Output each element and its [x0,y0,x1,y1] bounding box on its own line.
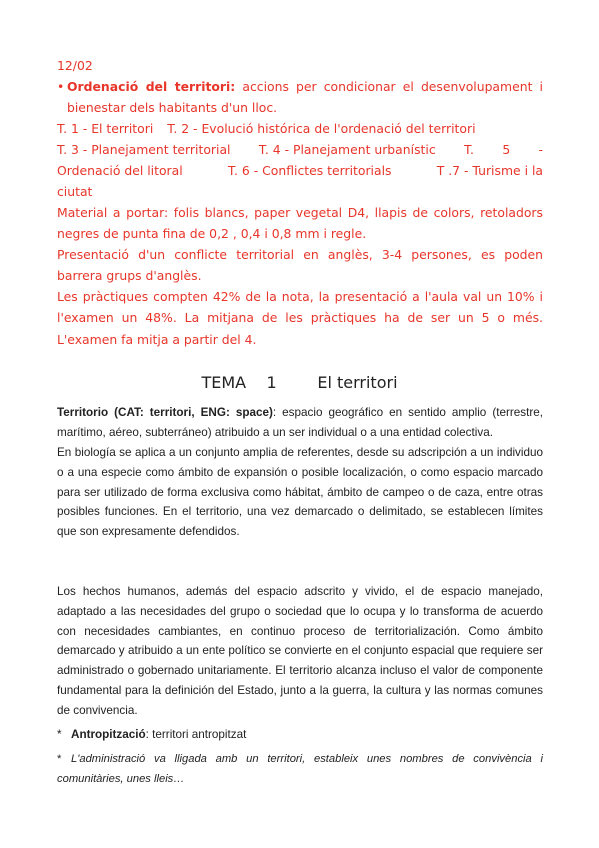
topic-7-end: ciutat [57,184,93,199]
topics-row-3 [57,160,543,181]
topic-2: T. 2 - Evolució histórica de l'ordenació del territori [167,121,476,136]
topic-5-title: Ordenació del litoral [57,163,183,178]
tema-label: TEMA [201,373,247,392]
topic-5-number: 5 [502,142,511,157]
topics-row-1 [57,118,543,139]
bullet-icon: • [57,79,65,94]
territorio-definition [57,403,543,443]
hechos-paragraph: Los hechos humanos, además del espacio adscrito y vivido, el de espacio manejado, adaptado a las necesidades del grupo o sociedad que lo ocupa y lo transforma de acuerdo con necesidades cambiantes, en continuo proceso de territorialización. Como ámbito demarcado y atribuido a un ente político se convierte en el conjunto espacial que requiere ser administrado o gobernado unitariamente. El territorio alcanza incluso el valor de componente fundamental para la definición del Estado, junto a la guerra, la cultura y las normas comunes de convivencia. [57,585,543,717]
antropitzacio-definition: : territori antropitzat [145,728,247,741]
material-paragraph: Material a portar: folis blancs, paper vegetal D4, llapis de colors, retoladors negres de punta fina de 0,2 , 0,4 i 0,8 mm i regle. [57,205,543,242]
tema-title: El territori [317,373,398,392]
presentacio-paragraph: Presentació d'un conflicte territorial en anglès, 3-4 persones, es poden barrera grups d'anglès. [57,247,543,284]
practiques-paragraph: Les pràctiques compten 42% de la nota, la presentació a l'aula val un 10% i l'examen un 48%. La mitjana de les pràctiques ha de ser un 5 o més. L'examen fa mitja a partir del 4. [57,289,543,347]
territorio-term: Territorio (CAT: territori, ENG: space) [57,406,273,419]
topic-6: T. 6 - Conflictes territorials [227,163,392,178]
tema-heading [0,373,599,392]
date-label: 12/02 [57,58,93,73]
topics-row-4 [57,181,543,202]
antropitzacio-term: Antropització [71,728,146,741]
biologia-paragraph: En biología se aplica a un conjunto amplia de referentes, desde su adscripción a un individuo o a una especie como ámbito de expansión o posible localización, o como espacio marcado para ser utilizado de forma exclusiva como hábitat, ámbito de campeo o de caza, entre otras posibles funciones. En el territorio, una vez demarcado o delimitado, se establecen límites que son expresamente defendidos. [57,446,543,539]
topic-4: T. 4 - Planejament urbanístic [258,142,436,157]
topic-7: T .7 - Turisme i la [436,163,543,178]
ordenacio-text [57,76,543,119]
antropitzacio-item [57,725,543,745]
ordenacio-definition: accions per condicionar el desenvolupament i bienestar dels habitants d'un lloc. [67,79,543,116]
tema-number: 1 [266,373,277,392]
topic-1: T. 1 - El territori [57,121,154,136]
asterisk-icon: * [57,728,62,741]
ordenacio-term: Ordenació del territori: [67,79,236,94]
topic-5-prefix: T. [463,142,474,157]
ordenacio-bullet [57,76,543,119]
administracio-item [57,750,543,790]
territorio-definition-text: : espacio geográfico en sentido amplio (terrestre, marítimo, aéreo, subterráneo) atribuido a un ser individual o a una entidad colectiva. [57,406,543,439]
administracio-text: L'administració va lligada amb un territori, estableix unes nombres de convivència i comunitàries, unes lleis… [57,753,543,785]
asterisk-icon: * [57,753,62,765]
topics-row-2 [57,139,543,160]
topic-3: T. 3 - Planejament territorial [57,142,231,157]
topic-5-dash: - [538,142,543,157]
